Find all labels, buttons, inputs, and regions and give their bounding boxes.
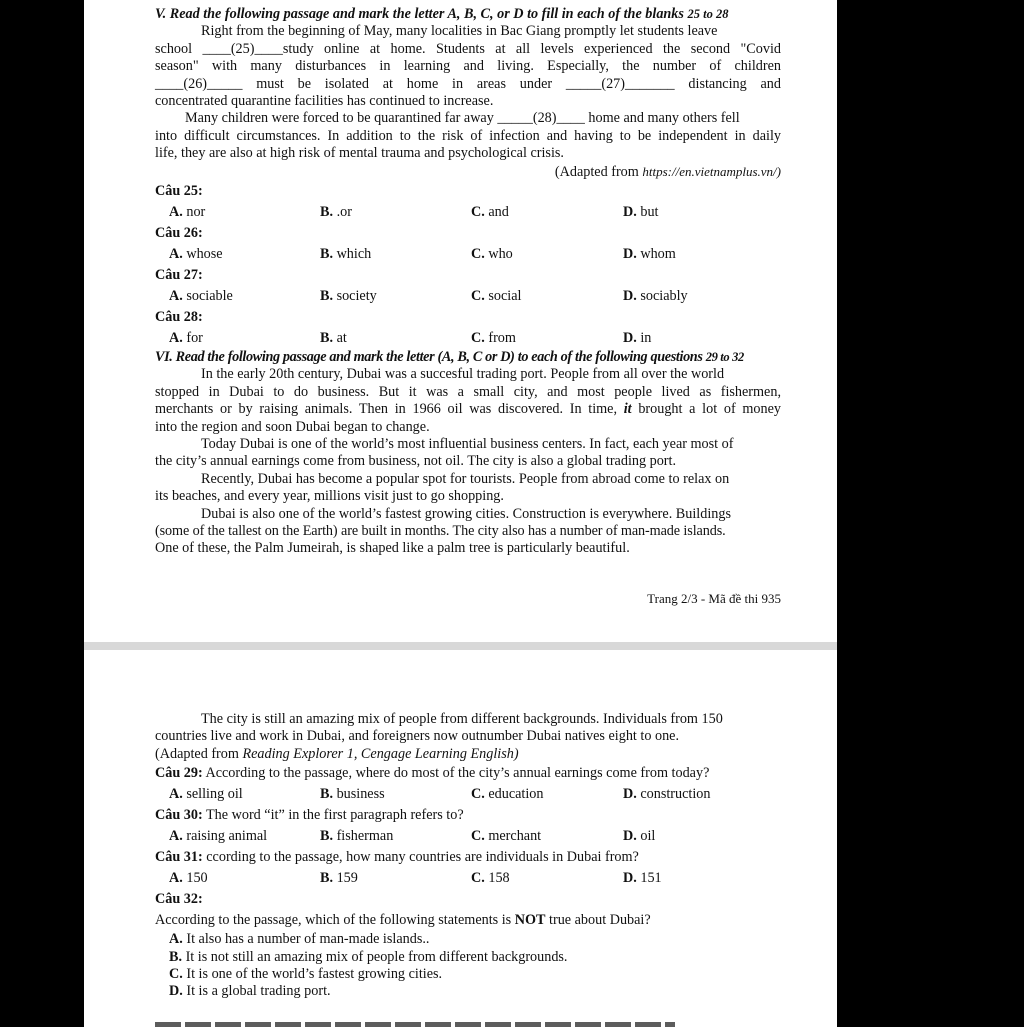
passage-1-line: concentrated quarantine facilities has continued to increase.	[155, 93, 494, 110]
option-b[interactable]: B. at	[320, 330, 347, 346]
passage-dubai-line: Dubai is also one of the world’s fastest growing cities. Construction is everywhere. Buildings	[201, 505, 731, 522]
passage-2-line: life, they are also at high risk of mental trauma and psychological crisis.	[155, 145, 564, 162]
option-b[interactable]: B. which	[320, 246, 372, 262]
passage-dubai-line: The city is still an amazing mix of people from different backgrounds. Individuals from 150	[201, 711, 723, 727]
source-citation: (Adapted from Reading Explorer 1, Cengage Learning English)	[155, 745, 519, 762]
option-b[interactable]: B. business	[320, 786, 385, 803]
passage-1-line: Right from the beginning of May, many localities in Bac Giang promptly let students leave	[201, 23, 718, 40]
option-c[interactable]: C. education	[471, 786, 544, 803]
question-options	[155, 286, 781, 307]
option-b[interactable]: B. fisherman	[320, 828, 394, 845]
option-d[interactable]: D. oil	[623, 828, 656, 845]
exam-page-2	[84, 0, 837, 642]
option-b[interactable]: B. It is not still an amazing mix of people from different backgrounds.	[169, 948, 568, 965]
option-a[interactable]: A. 150	[169, 870, 208, 887]
option-d[interactable]: D. 151	[623, 870, 662, 887]
exam-page-3	[84, 650, 837, 1027]
question-32-stem: According to the passage, which of the following statements is NOT true about Dubai?	[155, 912, 651, 929]
question-32-label: Câu 32:	[155, 891, 203, 908]
question-options	[155, 202, 781, 223]
question-options	[155, 244, 781, 265]
passage-1-line: season" with many disturbances in learning and living. Especially, the number of children	[155, 58, 781, 75]
question-29-stem: Câu 29: According to the passage, where do most of the city’s annual earnings come from today?	[155, 765, 710, 782]
question-options	[155, 328, 781, 349]
section-5-title: V. Read the following passage and mark the letter A, B, C, or D to fill in each of the blanks 25 to 28	[155, 6, 729, 22]
question-label: Câu 25:	[155, 183, 203, 199]
option-c[interactable]: C. from	[471, 330, 516, 346]
question-30-stem: Câu 30: The word “it” in the first paragraph refers to?	[155, 807, 464, 824]
option-a[interactable]: A. It also has a number of man-made islands..	[169, 931, 430, 948]
passage-dubai-line: countries live and work in Dubai, and foreigners now outnumber Dubai natives eight to one.	[155, 728, 680, 745]
option-b[interactable]: B. .or	[320, 204, 352, 220]
option-c[interactable]: C. merchant	[471, 828, 542, 845]
option-a[interactable]: A. nor	[169, 204, 206, 220]
option-d[interactable]: D. but	[623, 204, 659, 220]
question-31-stem: Câu 31: ccording to the passage, how many countries are individuals in Dubai from?	[155, 849, 639, 866]
page-divider	[84, 642, 837, 650]
question-label: Câu 28:	[155, 309, 203, 325]
option-d[interactable]: D. construction	[623, 786, 711, 803]
passage-dubai-line: stopped in Dubai to do business. But it was a small city, and most people lived as fishermen,	[155, 383, 781, 400]
option-d[interactable]: D. in	[623, 330, 652, 346]
option-a[interactable]: A. whose	[169, 246, 223, 262]
passage-dubai-line: the city’s annual earnings come from business, not oil. The city is also a global trading port.	[155, 453, 677, 470]
passage-2-line: Many children were forced to be quarantined far away _____(28)____ home and many others fell	[185, 110, 740, 127]
option-c[interactable]: C. who	[471, 246, 513, 262]
cut-off-text-line	[155, 1022, 675, 1027]
option-b[interactable]: B. society	[320, 288, 377, 304]
section-6-title: VI. Read the following passage and mark the letter (A, B, C or D) to each of the following questions 29 to 32	[155, 349, 744, 365]
option-c[interactable]: C. social	[471, 288, 522, 304]
option-c[interactable]: C. It is one of the world’s fastest growing cities.	[169, 966, 443, 983]
question-label: Câu 27:	[155, 267, 203, 283]
passage-dubai-line: In the early 20th century, Dubai was a succesful trading port. People from all over the world	[201, 366, 725, 383]
option-d[interactable]: D. sociably	[623, 288, 688, 304]
passage-dubai-line: merchants or by raising animals. Then in 1966 oil was discovered. In time, it brought a lot of money	[155, 401, 782, 418]
passage-dubai-line: its beaches, and every year, millions visit just to go shopping.	[155, 488, 504, 505]
passage-1-line: school ____(25)____study online at home. Students at all levels experienced the second "Covid	[155, 40, 781, 57]
question-options	[155, 868, 781, 889]
option-d[interactable]: D. It is a global trading port.	[169, 983, 331, 1000]
question-block-25-28	[155, 181, 781, 349]
passage-dubai-line: into the region and soon Dubai began to change.	[155, 418, 430, 435]
passage-2-line: into difficult circumstances. In addition to the risk of infection and having to be independent in daily	[155, 127, 781, 144]
question-options	[155, 826, 781, 847]
option-b[interactable]: B. 159	[320, 870, 358, 887]
passage-dubai-line: (some of the tallest on the Earth) are built in months. The city also has a number of man-made islands.	[155, 523, 726, 540]
option-d[interactable]: D. whom	[623, 246, 676, 262]
passage-dubai-line: Today Dubai is one of the world’s most influential business centers. In fact, each year most of	[201, 436, 734, 453]
source-citation: (Adapted from https://en.vietnamplus.vn/)	[554, 163, 781, 180]
option-a[interactable]: A. sociable	[169, 288, 233, 304]
passage-dubai-line: Recently, Dubai has become a popular spot for tourists. People from abroad come to relax on	[201, 470, 730, 487]
option-c[interactable]: C. and	[471, 204, 509, 220]
option-a[interactable]: A. raising animal	[169, 828, 268, 845]
option-c[interactable]: C. 158	[471, 870, 510, 887]
question-options	[155, 784, 781, 805]
option-a[interactable]: A. selling oil	[169, 786, 243, 803]
passage-1-line: ____(26)_____ must be isolated at home in areas under _____(27)_______ distancing and	[155, 75, 781, 92]
passage-dubai-line: One of these, the Palm Jumeirah, is shaped like a palm tree is particularly beautiful.	[155, 540, 630, 557]
option-a[interactable]: A. for	[169, 330, 203, 346]
page-footer: Trang 2/3 - Mã đề thi 935	[647, 591, 781, 606]
question-label: Câu 26:	[155, 225, 203, 241]
